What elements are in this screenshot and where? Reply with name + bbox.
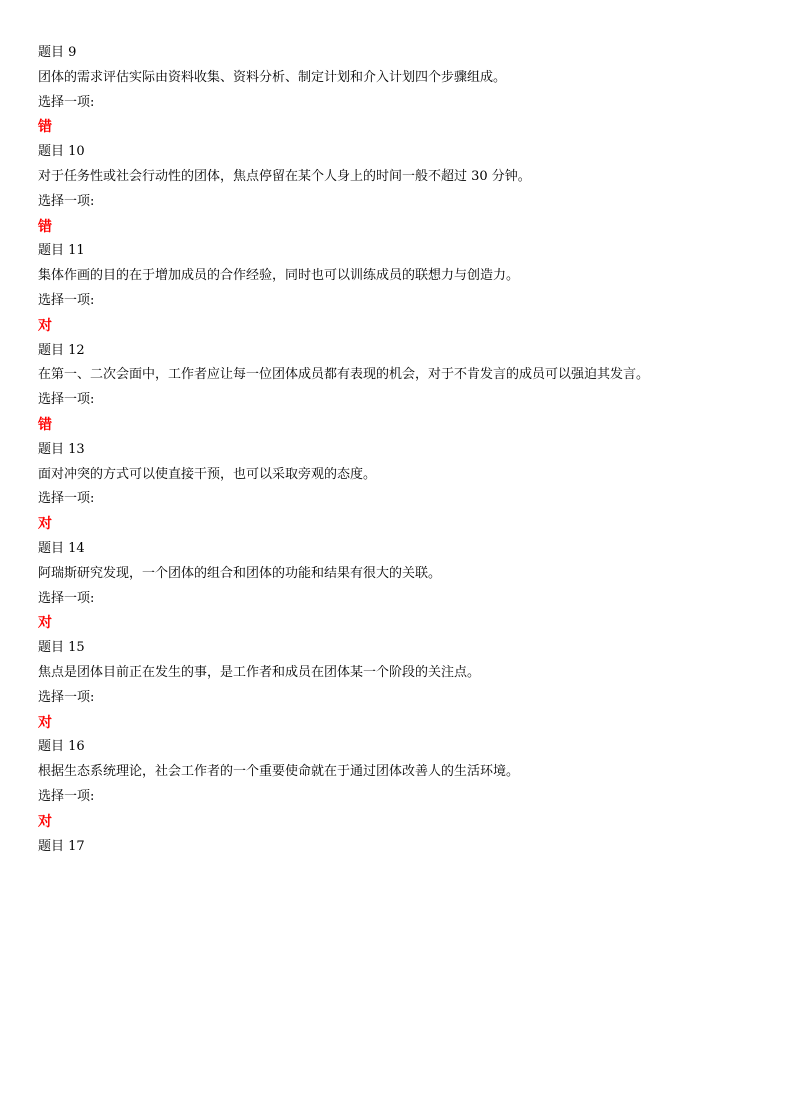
answer-label: 对: [38, 317, 52, 334]
question-title: 题目 16: [38, 739, 85, 755]
question-title: 题目 15: [38, 640, 85, 656]
question-text: 集体作画的目的在于增加成员的合作经验，同时也可以训练成员的联想力与创造力。: [38, 268, 520, 284]
answer-label: 错: [38, 416, 52, 433]
question-list: [38, 43, 758, 861]
question-text: 面对冲突的方式可以使直接干预，也可以采取旁观的态度。: [38, 466, 377, 482]
question-title: 题目 14: [38, 540, 85, 556]
question-title: 题目 12: [38, 342, 85, 358]
choice-prompt: 选择一项:: [38, 193, 95, 209]
choice-prompt: 选择一项:: [38, 689, 95, 705]
choice-prompt: 选择一项:: [38, 788, 95, 804]
answer-label: 对: [38, 813, 52, 830]
question-text: 团体的需求评估实际由资料收集、资料分析、制定计划和介入计划四个步骤组成。: [38, 69, 507, 85]
question-title: 题目 9: [38, 45, 77, 60]
answer-label: 对: [38, 615, 52, 632]
choice-prompt: 选择一项:: [38, 491, 95, 507]
choice-prompt: 选择一项:: [38, 590, 95, 606]
answer-label: 对: [38, 516, 52, 533]
question-title: 题目 17: [38, 838, 85, 854]
question-text: 在第一、二次会面中，工作者应让每一位团体成员都有表现的机会，对于不肯发言的成员可以强迫其发言。: [38, 367, 650, 383]
question-text: 对于任务性或社会行动性的团体，焦点停留在某个人身上的时间一般不超过 30 分钟。: [38, 168, 531, 184]
question-text: 阿瑞斯研究发现，一个团体的组合和团体的功能和结果有很大的关联。: [38, 565, 442, 581]
choice-prompt: 选择一项:: [38, 94, 95, 110]
answer-label: 错: [38, 119, 52, 136]
choice-prompt: 选择一项:: [38, 392, 95, 408]
question-title: 题目 11: [38, 243, 85, 259]
choice-prompt: 选择一项:: [38, 292, 95, 308]
question-text: 根据生态系统理论，社会工作者的一个重要使命就在于通过团体改善人的生活环境。: [38, 764, 520, 780]
question-text: 焦点是团体目前正在发生的事，是工作者和成员在团体某一个阶段的关注点。: [38, 664, 481, 680]
question-title: 题目 10: [38, 144, 85, 160]
answer-label: 对: [38, 714, 52, 731]
question-title: 题目 13: [38, 441, 85, 457]
answer-label: 错: [38, 218, 52, 235]
